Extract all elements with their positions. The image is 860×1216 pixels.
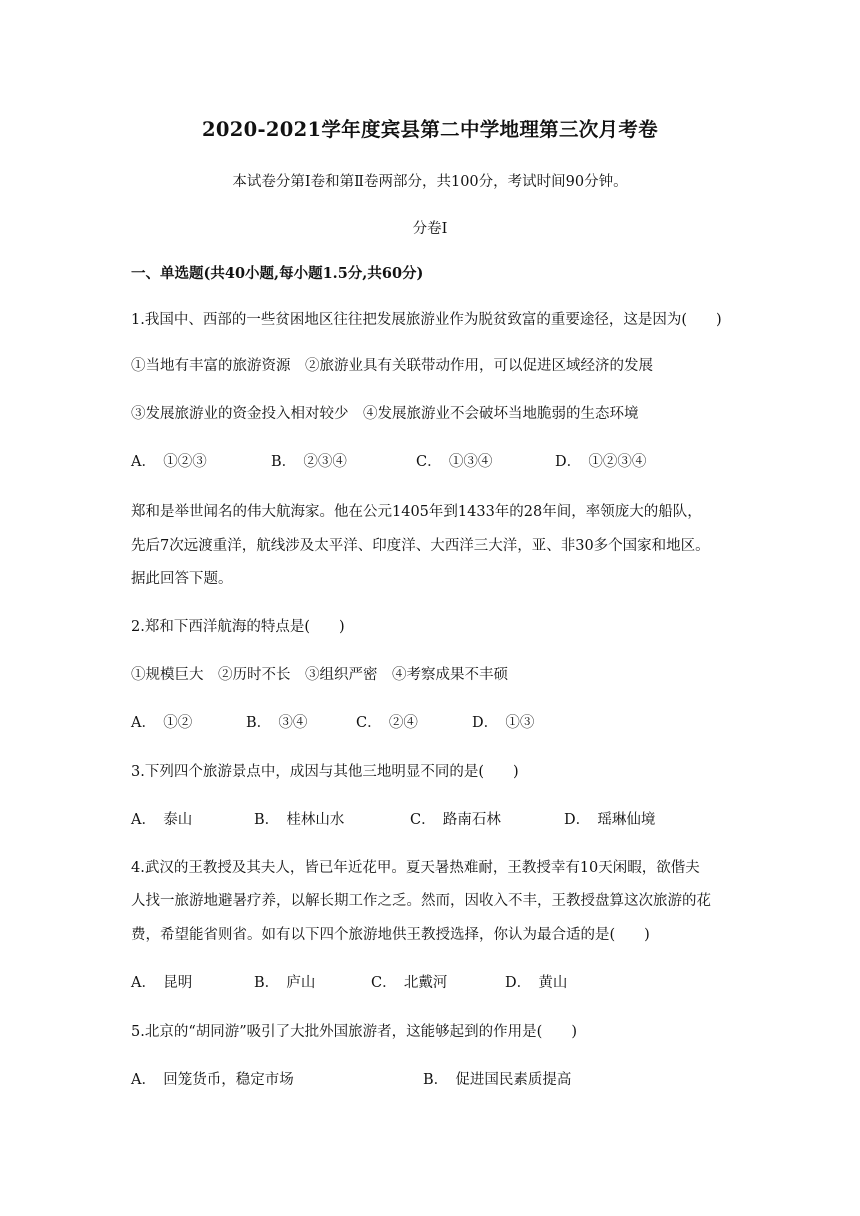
q3-option-c: C． 路南石林 <box>410 812 501 828</box>
q3-stem: 3.下列四个旅游景点中，成因与其他三地明显不同的是( ) <box>131 764 519 780</box>
q1-option-d: D． ①②③④ <box>555 454 647 470</box>
q1-statement-line-2: ③发展旅游业的资金投入相对较少 ④发展旅游业不会破坏当地脆弱的生态环境 <box>131 406 639 422</box>
q4-line-3: 费，希望能省则省。如有以下四个旅游地供王教授选择，你认为最合适的是( ) <box>131 927 650 943</box>
q4-option-d: D． 黄山 <box>505 975 568 991</box>
q2-statements: ①规模巨大 ②历时不长 ③组织严密 ④考察成果不丰硕 <box>131 667 508 683</box>
q3-option-a: A． 泰山 <box>131 812 193 828</box>
q1-statement-line-1: ①当地有丰富的旅游资源 ②旅游业具有关联带动作用，可以促进区域经济的发展 <box>131 358 653 374</box>
passage-line-3: 据此回答下题。 <box>131 571 233 587</box>
section-heading: 一、单选题(共40小题,每小题1.5分,共60分) <box>131 265 424 282</box>
q1-option-a: A． ①②③ <box>131 454 207 470</box>
q1-stem: 1.我国中、西部的一些贫困地区往往把发展旅游业作为脱贫致富的重要途径，这是因为( ) <box>131 312 722 328</box>
q4-option-b: B． 庐山 <box>254 975 316 991</box>
q2-option-a: A． ①② <box>131 715 193 731</box>
q2-option-d: D． ①③ <box>472 715 535 731</box>
q3-option-b: B． 桂林山水 <box>254 812 345 828</box>
passage-line-1: 郑和是举世闻名的伟大航海家。他在公元1405年到1433年的28年间，率领庞大的船队， <box>131 504 702 520</box>
q2-option-c: C． ②④ <box>356 715 418 731</box>
q4-option-c: C． 北戴河 <box>371 975 448 991</box>
passage-line-2: 先后7次远渡重洋，航线涉及太平洋、印度洋、大西洋三大洋，亚、非30多个国家和地区。 <box>131 538 710 554</box>
q5-option-a: A． 回笼货币，稳定市场 <box>131 1072 294 1088</box>
q5-option-b: B． 促进国民素质提高 <box>423 1072 572 1088</box>
q4-option-a: A． 昆明 <box>131 975 193 991</box>
q3-option-d: D． 瑶琳仙境 <box>564 812 656 828</box>
q2-option-b: B． ③④ <box>246 715 308 731</box>
part-label: 分卷I <box>412 221 448 237</box>
q5-stem: 5.北京的“胡同游”吸引了大批外国旅游者，这能够起到的作用是( ) <box>131 1024 577 1040</box>
q4-line-2: 人找一旅游地避暑疗养，以解长期工作之乏。然而，因收入不丰，王教授盘算这次旅游的花 <box>131 893 711 909</box>
exam-title: 2020-2021学年度宾县第二中学地理第三次月考卷 <box>202 118 658 141</box>
q2-stem: 2.郑和下西洋航海的特点是( ) <box>131 619 345 635</box>
q1-option-c: C． ①③④ <box>416 454 493 470</box>
exam-intro: 本试卷分第Ⅰ卷和第Ⅱ卷两部分，共100分，考试时间90分钟。 <box>232 174 628 190</box>
q1-option-b: B． ②③④ <box>271 454 347 470</box>
q4-line-1: 4.武汉的王教授及其夫人，皆已年近花甲。夏天暑热难耐，王教授幸有10天闲暇，欲偕夫 <box>131 860 700 876</box>
